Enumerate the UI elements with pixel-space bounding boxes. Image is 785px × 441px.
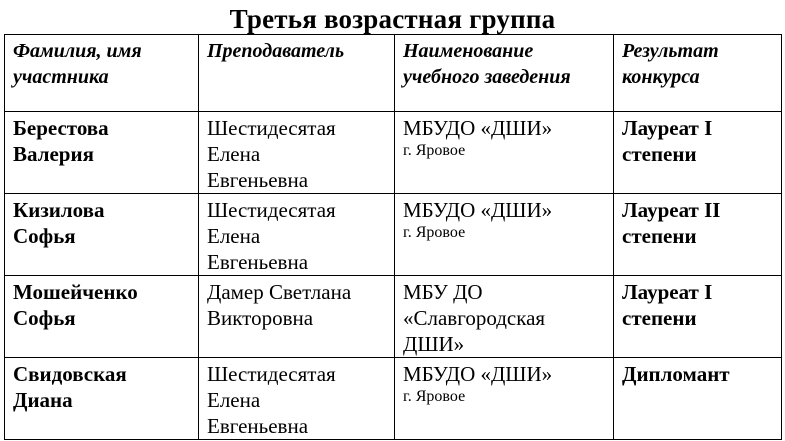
institution-city: г. Яровое	[403, 224, 466, 241]
contest-result: Лауреат II степени	[614, 194, 782, 276]
results-table	[4, 34, 782, 440]
contest-result: Лауреат I степени	[614, 276, 782, 358]
contest-result: Дипломант	[614, 358, 782, 440]
table-row	[5, 358, 782, 440]
institution-name: МБУДО «ДШИ» г. Яровое	[395, 358, 614, 440]
table-header-row	[5, 35, 782, 112]
contest-result: Лауреат I степени	[614, 112, 782, 194]
header-participant: Фамилия, имя участника	[5, 35, 199, 112]
page-title: Третья возрастная группа	[229, 4, 556, 34]
participant-name: Кизилова Софья	[5, 194, 199, 276]
header-result: Результат конкурса	[614, 35, 782, 112]
table-row	[5, 112, 782, 194]
teacher-name: Шестидесятая Елена Евгеньевна	[199, 112, 395, 194]
teacher-name: Шестидесятая Елена Евгеньевна	[199, 194, 395, 276]
participant-name: Берестова Валерия	[5, 112, 199, 194]
teacher-name: Шестидесятая Елена Евгеньевна	[199, 358, 395, 440]
institution-name: МБУ ДО «Славгородская ДШИ»	[395, 276, 614, 358]
header-institution: Наименование учебного заведения	[395, 35, 614, 112]
institution-city: г. Яровое	[403, 388, 466, 405]
teacher-name: Дамер Светлана Викторовна	[199, 276, 395, 358]
table-row	[5, 194, 782, 276]
header-teacher: Преподаватель	[199, 35, 395, 112]
participant-name: Мошейченко Софья	[5, 276, 199, 358]
institution-name: МБУДО «ДШИ» г. Яровое	[395, 112, 614, 194]
institution-city: г. Яровое	[403, 142, 466, 159]
participant-name: Свидовская Диана	[5, 358, 199, 440]
table-row	[5, 276, 782, 358]
institution-name: МБУДО «ДШИ» г. Яровое	[395, 194, 614, 276]
